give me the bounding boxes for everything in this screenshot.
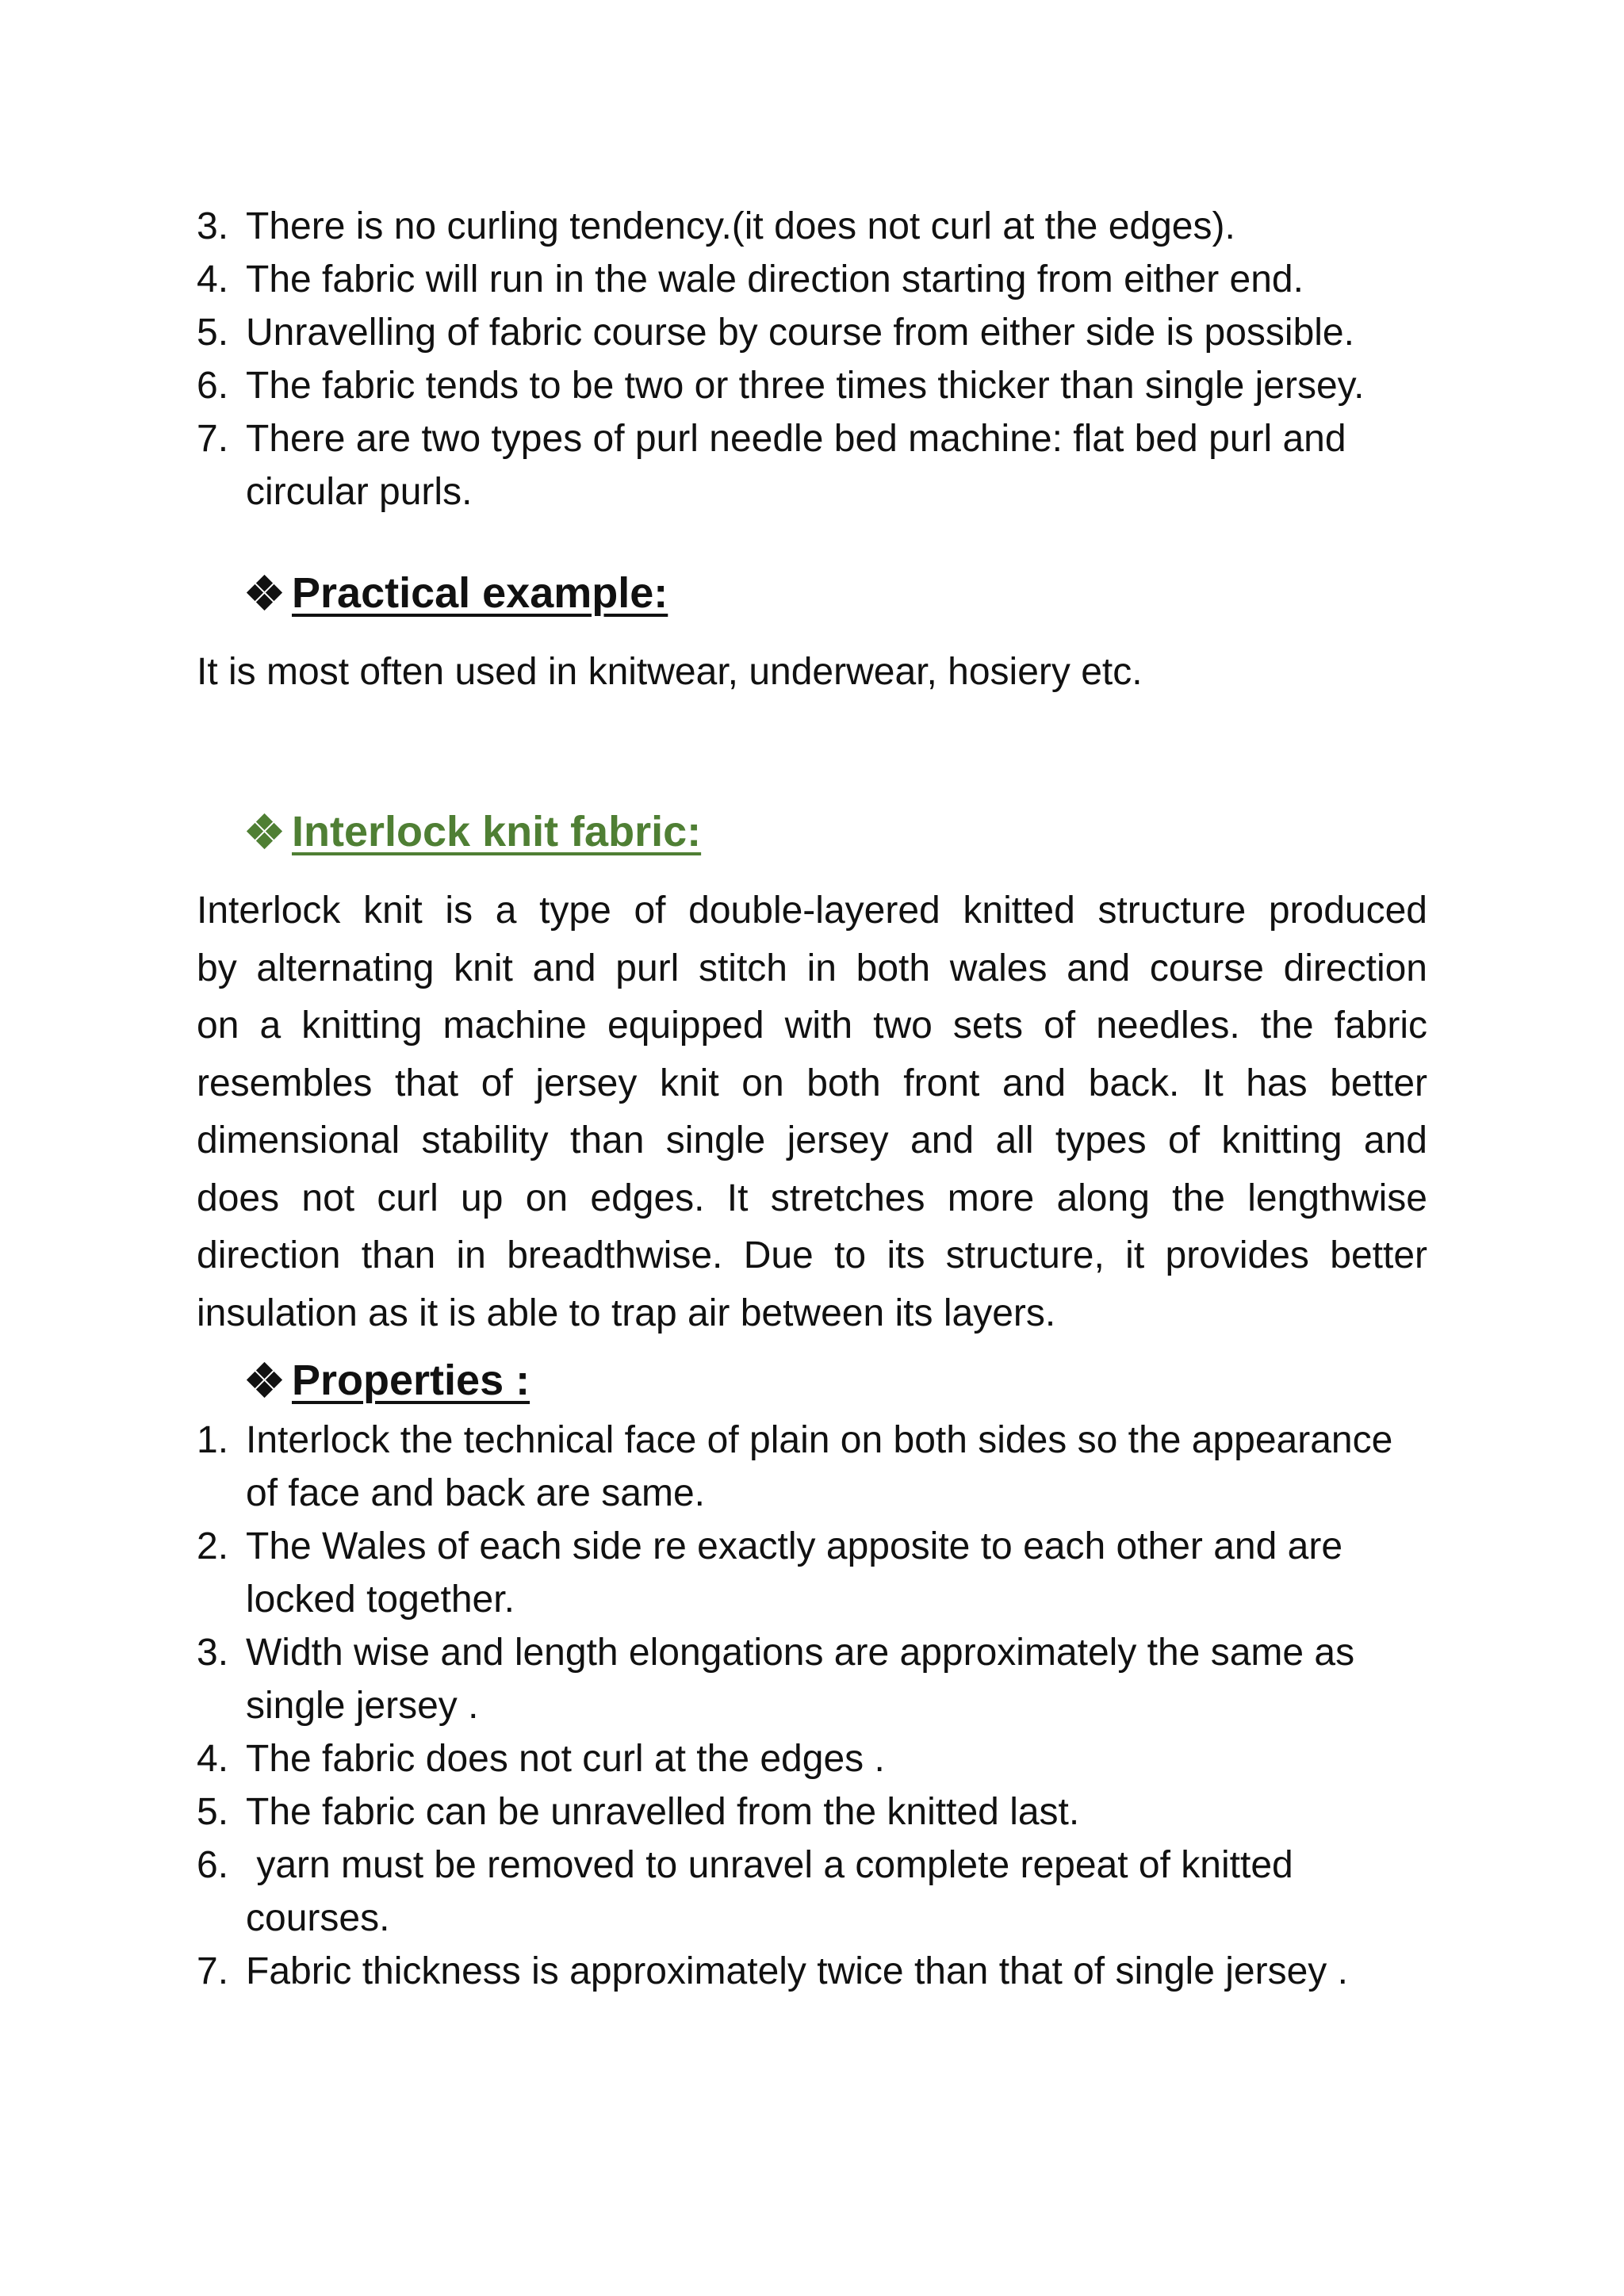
list-number: 1. (197, 1419, 229, 1461)
list-item (197, 1626, 1427, 1732)
purl-properties-list (197, 200, 1427, 519)
list-text-line-1: Interlock the technical face of plain on both sides so the appearance (246, 1419, 1393, 1461)
interlock-heading (249, 800, 1427, 863)
diamond-bullet-icon (249, 1364, 281, 1396)
list-text-line-2: of face and back are same. (246, 1472, 705, 1514)
list-item (197, 1732, 1427, 1785)
diamond-bullet-icon (249, 577, 281, 609)
list-number: 6. (197, 1844, 229, 1886)
page-content (197, 200, 1427, 1998)
list-text: The fabric tends to be two or three times thicker than single jersey. (246, 365, 1365, 407)
diamond-bullet-icon (249, 816, 281, 848)
paragraph-line: dimensional stability than single jersey and all types of knitting and (197, 1119, 1427, 1161)
list-item (197, 412, 1427, 519)
list-text: There is no curling tendency.(it does not curl at the edges). (246, 205, 1235, 247)
list-text: The fabric can be unravelled from the knitted last. (246, 1791, 1080, 1833)
properties-heading (249, 1349, 1427, 1412)
practical-example-title: Practical example: (292, 569, 668, 617)
paragraph-line: Interlock knit is a type of double-layered knitted structure produced (197, 890, 1427, 932)
list-number: 5. (197, 1791, 229, 1833)
list-text-line-1: The Wales of each side re exactly apposite to each other and are (246, 1525, 1343, 1567)
paragraph-line: by alternating knit and purl stitch in both wales and course direction (197, 947, 1427, 989)
list-number: 5. (197, 312, 229, 354)
list-number: 4. (197, 1738, 229, 1780)
interlock-title: Interlock knit fabric: (292, 808, 702, 855)
interlock-properties-list (197, 1414, 1427, 1998)
paragraph-line: direction than in breadthwise. Due to its structure, it provides better (197, 1234, 1427, 1276)
list-number: 4. (197, 258, 229, 300)
list-text: Fabric thickness is approximately twice than that of single jersey . (246, 1950, 1348, 1992)
list-item (197, 1785, 1427, 1839)
list-text: Unravelling of fabric course by course from either side is possible. (246, 312, 1354, 354)
list-text-line-1: yarn must be removed to unravel a complete repeat of knitted (246, 1844, 1293, 1886)
list-text-line-1: Width wise and length elongations are approximately the same as (246, 1632, 1355, 1674)
list-item (197, 253, 1427, 306)
list-item (197, 1945, 1427, 1998)
list-number: 7. (197, 418, 229, 460)
paragraph-line: does not curl up on edges. It stretches more along the lengthwise (197, 1177, 1427, 1219)
list-number: 7. (197, 1950, 229, 1992)
list-number: 3. (197, 1632, 229, 1674)
list-text: The fabric will run in the wale direction starting from either end. (246, 258, 1304, 300)
paragraph-line: resembles that of jersey knit on both front and back. It has better (197, 1062, 1427, 1104)
list-text-line-2: locked together. (246, 1578, 515, 1621)
paragraph-line: on a knitting machine equipped with two sets of needles. the fabric (197, 1004, 1427, 1047)
practical-example-text: It is most often used in knitwear, underwear, hosiery etc. (197, 651, 1143, 693)
practical-example-heading (249, 561, 1427, 625)
list-number: 3. (197, 205, 229, 247)
list-item (197, 1520, 1427, 1626)
list-number: 6. (197, 365, 229, 407)
list-text: The fabric does not curl at the edges . (246, 1738, 885, 1780)
list-item (197, 359, 1427, 412)
list-text-line-2: single jersey . (246, 1685, 479, 1727)
list-item (197, 1414, 1427, 1520)
list-text-line-1: There are two types of purl needle bed machine: flat bed purl and (246, 418, 1346, 460)
properties-title: Properties : (292, 1357, 530, 1404)
list-number: 2. (197, 1525, 229, 1567)
paragraph-line: insulation as it is able to trap air between its layers. (197, 1292, 1056, 1334)
interlock-paragraph (197, 882, 1427, 1342)
list-text-line-2: courses. (246, 1897, 390, 1939)
list-text-line-2: circular purls. (246, 471, 473, 513)
list-item (197, 200, 1427, 253)
list-item (197, 306, 1427, 359)
list-item (197, 1839, 1427, 1945)
